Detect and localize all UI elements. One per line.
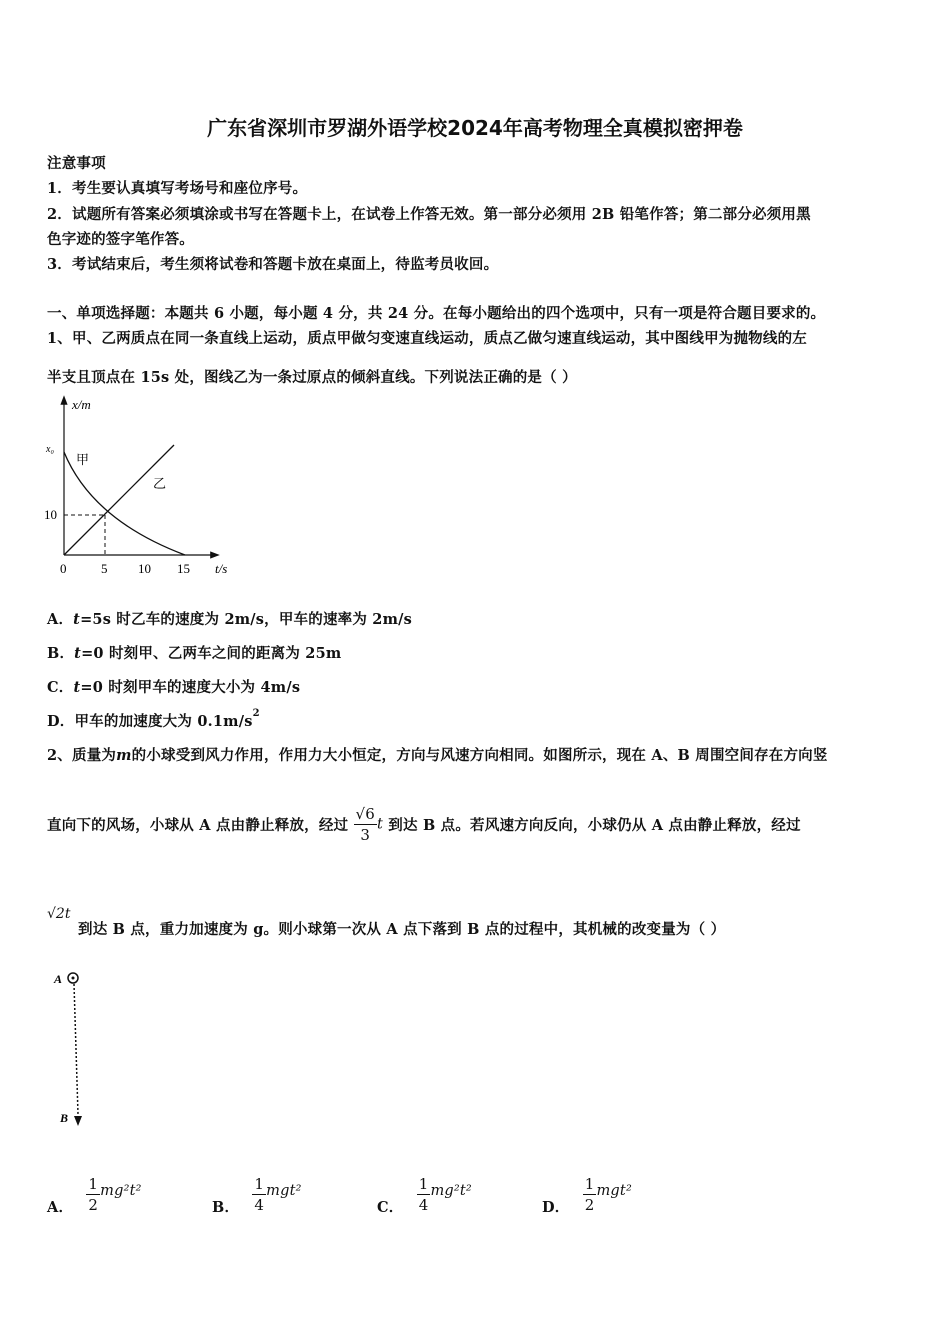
line-yi-label: 乙 xyxy=(153,476,167,491)
q1-position-time-graph xyxy=(40,392,250,582)
q2-option-a: A． $\frac{1}{2}$ mg²t² xyxy=(47,1175,142,1216)
fraction-sqrt6-over-3: $\frac{√6}{3}$ xyxy=(355,805,376,844)
x-tick-0: 0 xyxy=(60,561,67,576)
q1-option-a: A．t=5s 时乙车的速度为 2m/s，甲车的速率为 2m/s xyxy=(47,611,412,628)
notice-item-3: 3．考试结束后，考生须将试卷和答题卡放在桌面上，待监考员收回。 xyxy=(47,256,499,273)
x-axis-label: t/s xyxy=(215,561,228,576)
q2-option-c: C． $\frac{1}{4}$ mg²t² xyxy=(377,1175,472,1216)
notice-item-2: 2．试题所有答案必须填涂或书写在答题卡上，在试卷上作答无效。第一部分必须用 2B 铅笔作答；第二部分必须用黑 xyxy=(47,206,811,223)
sqrt2t-expression: √2t xyxy=(47,906,71,922)
q1-option-c: C．t=0 时刻甲车的速度大小为 4m/s xyxy=(47,679,301,696)
q1-stem-line2: 半支且顶点在 15s 处，图线乙为一条过原点的倾斜直线。下列说法正确的是（ ） xyxy=(47,369,577,386)
x-tick-5: 5 xyxy=(101,561,108,576)
curve-jia-label: 甲 xyxy=(76,452,90,467)
point-a-label: A xyxy=(54,972,63,986)
x0-label: x₀ xyxy=(46,444,54,455)
notice-heading: 注意事项 xyxy=(47,155,106,172)
x-tick-10: 10 xyxy=(138,561,151,576)
q1-option-b: B．t=0 时刻甲、乙两车之间的距离为 25m xyxy=(47,645,342,662)
notice-item-2-cont: 色字迹的签字笔作答。 xyxy=(47,231,194,248)
curve-jia xyxy=(64,452,185,555)
page-title: 广东省深圳市罗湖外语学校2024年高考物理全真模拟密押卷 xyxy=(207,116,743,140)
q2-stem-line1: 2、质量为m的小球受到风力作用，作用力大小恒定，方向与风速方向相同。如图所示，现在 A、B 周围空间存在方向竖 xyxy=(47,747,828,764)
x-tick-15: 15 xyxy=(177,561,190,576)
q1-option-d: D．甲车的加速度大为 $0.1m/s^2$ xyxy=(47,708,260,730)
notice-item-1: 1．考生要认真填写考场号和座位序号。 xyxy=(47,180,308,197)
q2-stem-line2: 直向下的风场，小球从 A 点由静止释放，经过 $\frac{√6}{3}$ t 到达 B 点。若风速方向反向，小球仍从 A 点由静止释放，经过 xyxy=(47,805,801,844)
q2-option-d: D． $\frac{1}{2}$ mgt² xyxy=(542,1175,632,1216)
y-tick-10: 10 xyxy=(44,507,57,522)
q1-stem-line1: 1、甲、乙两质点在同一条直线上运动，质点甲做匀变速直线运动，质点乙做匀速直线运动，其中图线甲为抛物线的左 xyxy=(47,330,807,347)
q2-wind-field-figure xyxy=(52,966,97,1131)
q2-stem-line3: 到达 B 点，重力加速度为 g。则小球第一次从 A 点下落到 B 点的过程中，其机械的改变量为（ ） xyxy=(78,921,726,938)
point-b-label: B xyxy=(60,1111,69,1125)
fall-path xyxy=(74,984,78,1114)
section-heading: 一、单项选择题：本题共 6 小题，每小题 4 分，共 24 分。在每小题给出的四个选项中，只有一项是符合题目要求的。 xyxy=(47,305,826,322)
y-axis-label: x/m xyxy=(72,397,91,412)
arrow-down-icon xyxy=(74,1116,82,1126)
q2-option-b: B． $\frac{1}{4}$ mgt² xyxy=(212,1175,302,1216)
